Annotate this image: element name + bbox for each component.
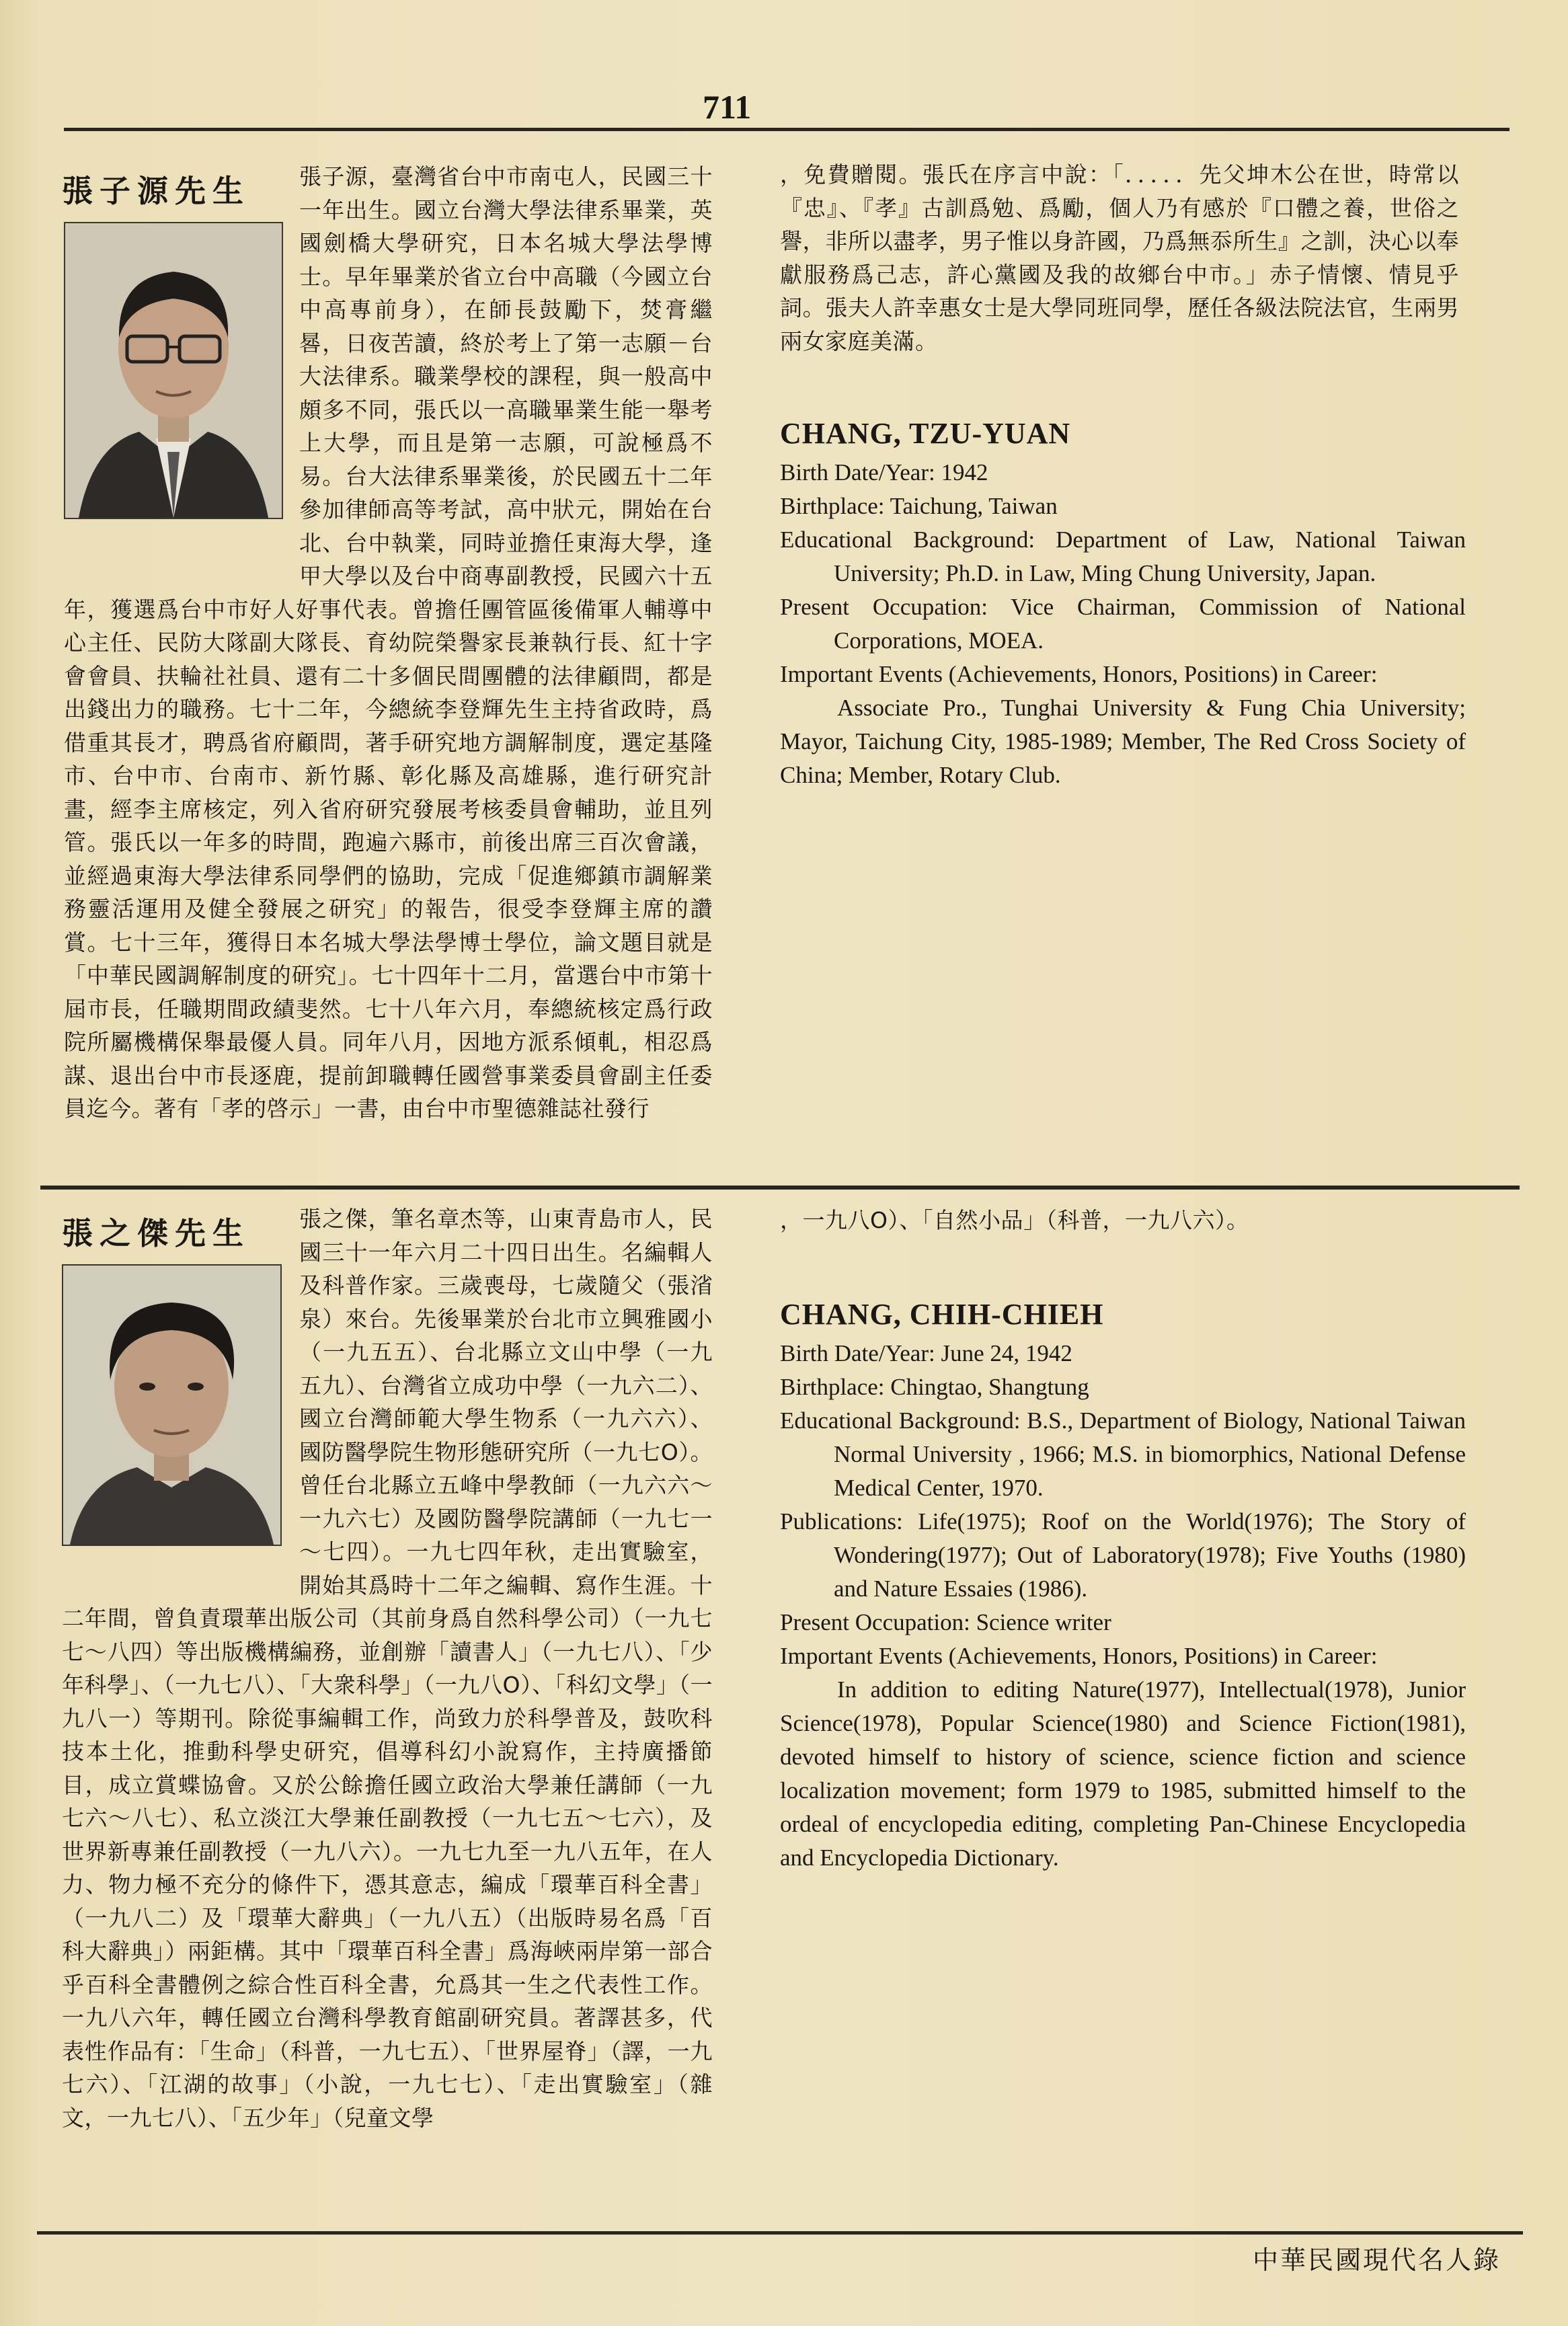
entry-1-bio-zh-wrap (64, 160, 713, 1170)
entry-2-bio-zh-continued: ，一九八O）、「自然小品」（科普，一九八六）。 (780, 1207, 1249, 1233)
bottom-rule (37, 2231, 1523, 2235)
entry-2-education: Educational Background: B.S., Department of Biology, National Taiwan Normal University , 1966; M.S. in biomorphics, National Defense Medical Center, 1970. (780, 1407, 1466, 1501)
entry-2-name-zh: 張之傑先生 (62, 1215, 250, 1251)
entry-1-career: Associate Pro., Tunghai University & Fung Chia University; Mayor, Taichung City, 1985-1989; Member, The Red Cross Society of China; Member, Rotary Club. (780, 695, 1466, 788)
photo-spacer (62, 1202, 299, 1579)
page-number: 711 (703, 88, 752, 126)
entry-1-education: Educational Background: Department of Law, National Taiwan University; Ph.D. in Law, Ming Chung University, Japan. (780, 527, 1466, 586)
entry-2-birthplace: Birthplace: Chingtao, Shangtung (780, 1374, 1089, 1400)
entry-2-occupation: Present Occupation: Science writer (780, 1609, 1111, 1635)
entry-1-birthplace: Birthplace: Taichung, Taiwan (780, 493, 1058, 519)
book-title-footer: 中華民國現代名人錄 (1252, 2245, 1501, 2275)
entry-1-bio-zh-continued: ，免費贈閱。張氏在序言中說：「．．．．．先父坤木公在世，時常以『忠』、『孝』古訓爲勉、爲勵，個人乃有感於『口體之養，世俗之譽，非所以盡孝，男子惟以身許國，乃爲無忝所生』之訓，決心以奉獻服務爲己志，許心黨國及我的故鄉台中市。」赤子情懷、情見乎詞。張夫人許幸惠女士是大學同班同學，歷任各級法院法官，生兩男兩女家庭美滿。 (780, 161, 1459, 354)
entry-1-bio-zh: 張子源，臺灣省台中市南屯人，民國三十一年出生。國立台灣大學法律系畢業，英國劍橋大學研究，日本名城大學法學博士。早年畢業於省立台中高職（今國立台中高專前身），在師長鼓勵下，焚膏繼晷，日夜苦讀，終於考上了第一志願－台大法律系。職業學校的課程，與一般高中頗多不同，張氏以一高職畢業生能一舉考上大學，而且是第一志願，可說極爲不易。台大法律系畢業後，於民國五十二年參加律師高等考試，高中狀元，開始在台北、台中執業，同時並擔任東海大學，逢甲大學以及台中商專副教授，民國六十五年，獲選爲台中市好人好事代表。曾擔任團管區後備軍人輔導中心主任、民防大隊副大隊長、育幼院榮譽家長兼執行長、紅十字會會員、扶輪社社員、還有二十多個民間團體的法律顧問，都是出錢出力的職務。七十二年，今總統李登輝先生主持省政時，爲借重其長才，聘爲省府顧問，著手研究地方調解制度，選定基隆市、台中市、台南市、新竹縣、彰化縣及高雄縣，進行研究計畫，經李主席核定，列入省府研究發展考核委員會輔助，並且列管。張氏以一年多的時間，跑遍六縣市，前後出席三百次會議，並經過東海大學法律系同學們的協助，完成「促進鄉鎮市調解業務靈活運用及健全發展之研究」的報告，很受李登輝主席的讚賞。七十三年，獲得日本名城大學法學博士學位，論文題目就是「中華民國調解制度的研究」。七十四年十二月，當選台中市第十屆市長，任職期間政績斐然。七十八年六月，奉總統核定爲行政院所屬機構保舉最優人員。同年八月，因地方派系傾軋，相忍爲謀、退出台中市長逐鹿，提前卸職轉任國營事業委員會副主任委員迄今。著有「孝的啓示」一書，由台中市聖德雜誌社發行 (64, 163, 713, 1122)
entry-2-birth-date: Birth Date/Year: June 24, 1942 (780, 1340, 1072, 1366)
entry-2-english (780, 1298, 1466, 1875)
entry-2-bio-zh: 張之傑，筆名章杰等，山東青島市人，民國三十一年六月二十四日出生。名編輯人及科普作家。三歲喪母，七歲隨父（張渻泉）來台。先後畢業於台北市立興雅國小（一九五五）、台北縣立文山中學（一九五九）、台灣省立成功中學（一九六二）、國立台灣師範大學生物系（一九六六）、國防醫學院生物形態研究所（一九七O）。曾任台北縣立五峰中學教師（一九六六～一九六七）及國防醫學院講師（一九七一～七四）。一九七四年秋，走出實驗室，開始其爲時十二年之編輯、寫作生涯。十二年間，曾負責環華出版公司（其前身爲自然科學公司）（一九七七～八四）等出版機構編務，並創辦「讀書人」（一九七八）、「少年科學」、（一九七八）、「大衆科學」（一九八O）、「科幻文學」（一九八一）等期刊。除從事編輯工作，尚致力於科學普及，鼓吹科技本土化，推動科學史研究，倡導科幻小說寫作，主持廣播節目，成立賞蝶協會。又於公餘擔任國立政治大學兼任講師（一九七六～八七）、私立淡江大學兼任副教授（一九七五～七六），及世界新專兼任副教授（一九八六）。一九七九至一九八五年，在人力、物力極不充分的條件下，憑其意志，編成「環華百科全書」（一九八二）及「環華大辭典」（一九八五）（出版時易名爲「百科大辭典」）兩鉅構。其中「環華百科全書」爲海峽兩岸第一部合乎百科全書體例之綜合性百科全書，允爲其一生之代表性工作。一九八六年，轉任國立台灣科學教育館副研究員。著譯甚多，代表性作品有：「生命」（科普，一九七五）、「世界屋脊」（譯，一九七六）、「江湖的故事」（小說，一九七七）、「走出實驗室」（雜文，一九七八）、「五少年」（兒童文學 (62, 1206, 713, 2131)
top-rule (64, 128, 1510, 131)
entry-2-events-heading: Important Events (Achievements, Honors, Positions) in Career: (780, 1643, 1378, 1669)
entry-1-occupation: Present Occupation: Vice Chairman, Commission of National Corporations, MOEA. (780, 594, 1466, 654)
entry-1-name-en: CHANG, TZU-YUAN (780, 417, 1071, 450)
middle-rule (40, 1186, 1520, 1190)
photo-spacer (64, 160, 299, 570)
entry-2-name-en: CHANG, CHIH-CHIEH (780, 1298, 1104, 1331)
entry-2-career: In addition to editing Nature(1977), Intellectual(1978), Junior Science(1978), Popular Science(1980) and Science Fiction(1981), devoted himself to history of science, science fiction and science localization movement; form 1979 to 1985, submitted himself to the ordeal of encyclopedia editing, completing Pan-Chinese Encyclopedia and Encyclopedia Dictionary. (780, 1676, 1466, 1871)
entry-2-publications: Publications: Life(1975); Roof on the World(1976); The Story of Wondering(1977); Out of Laboratory(1978); Five Youths (1980) and Nature Essaies (1986). (780, 1508, 1466, 1602)
entry-1-english (780, 417, 1466, 792)
entry-1-birth-date: Birth Date/Year: 1942 (780, 459, 988, 486)
entry-1-name-zh: 張子源先生 (62, 173, 250, 209)
entry-2-bio-zh-wrap (62, 1202, 713, 2219)
entry-1-events-heading: Important Events (Achievements, Honors, Positions) in Career: (780, 661, 1378, 687)
